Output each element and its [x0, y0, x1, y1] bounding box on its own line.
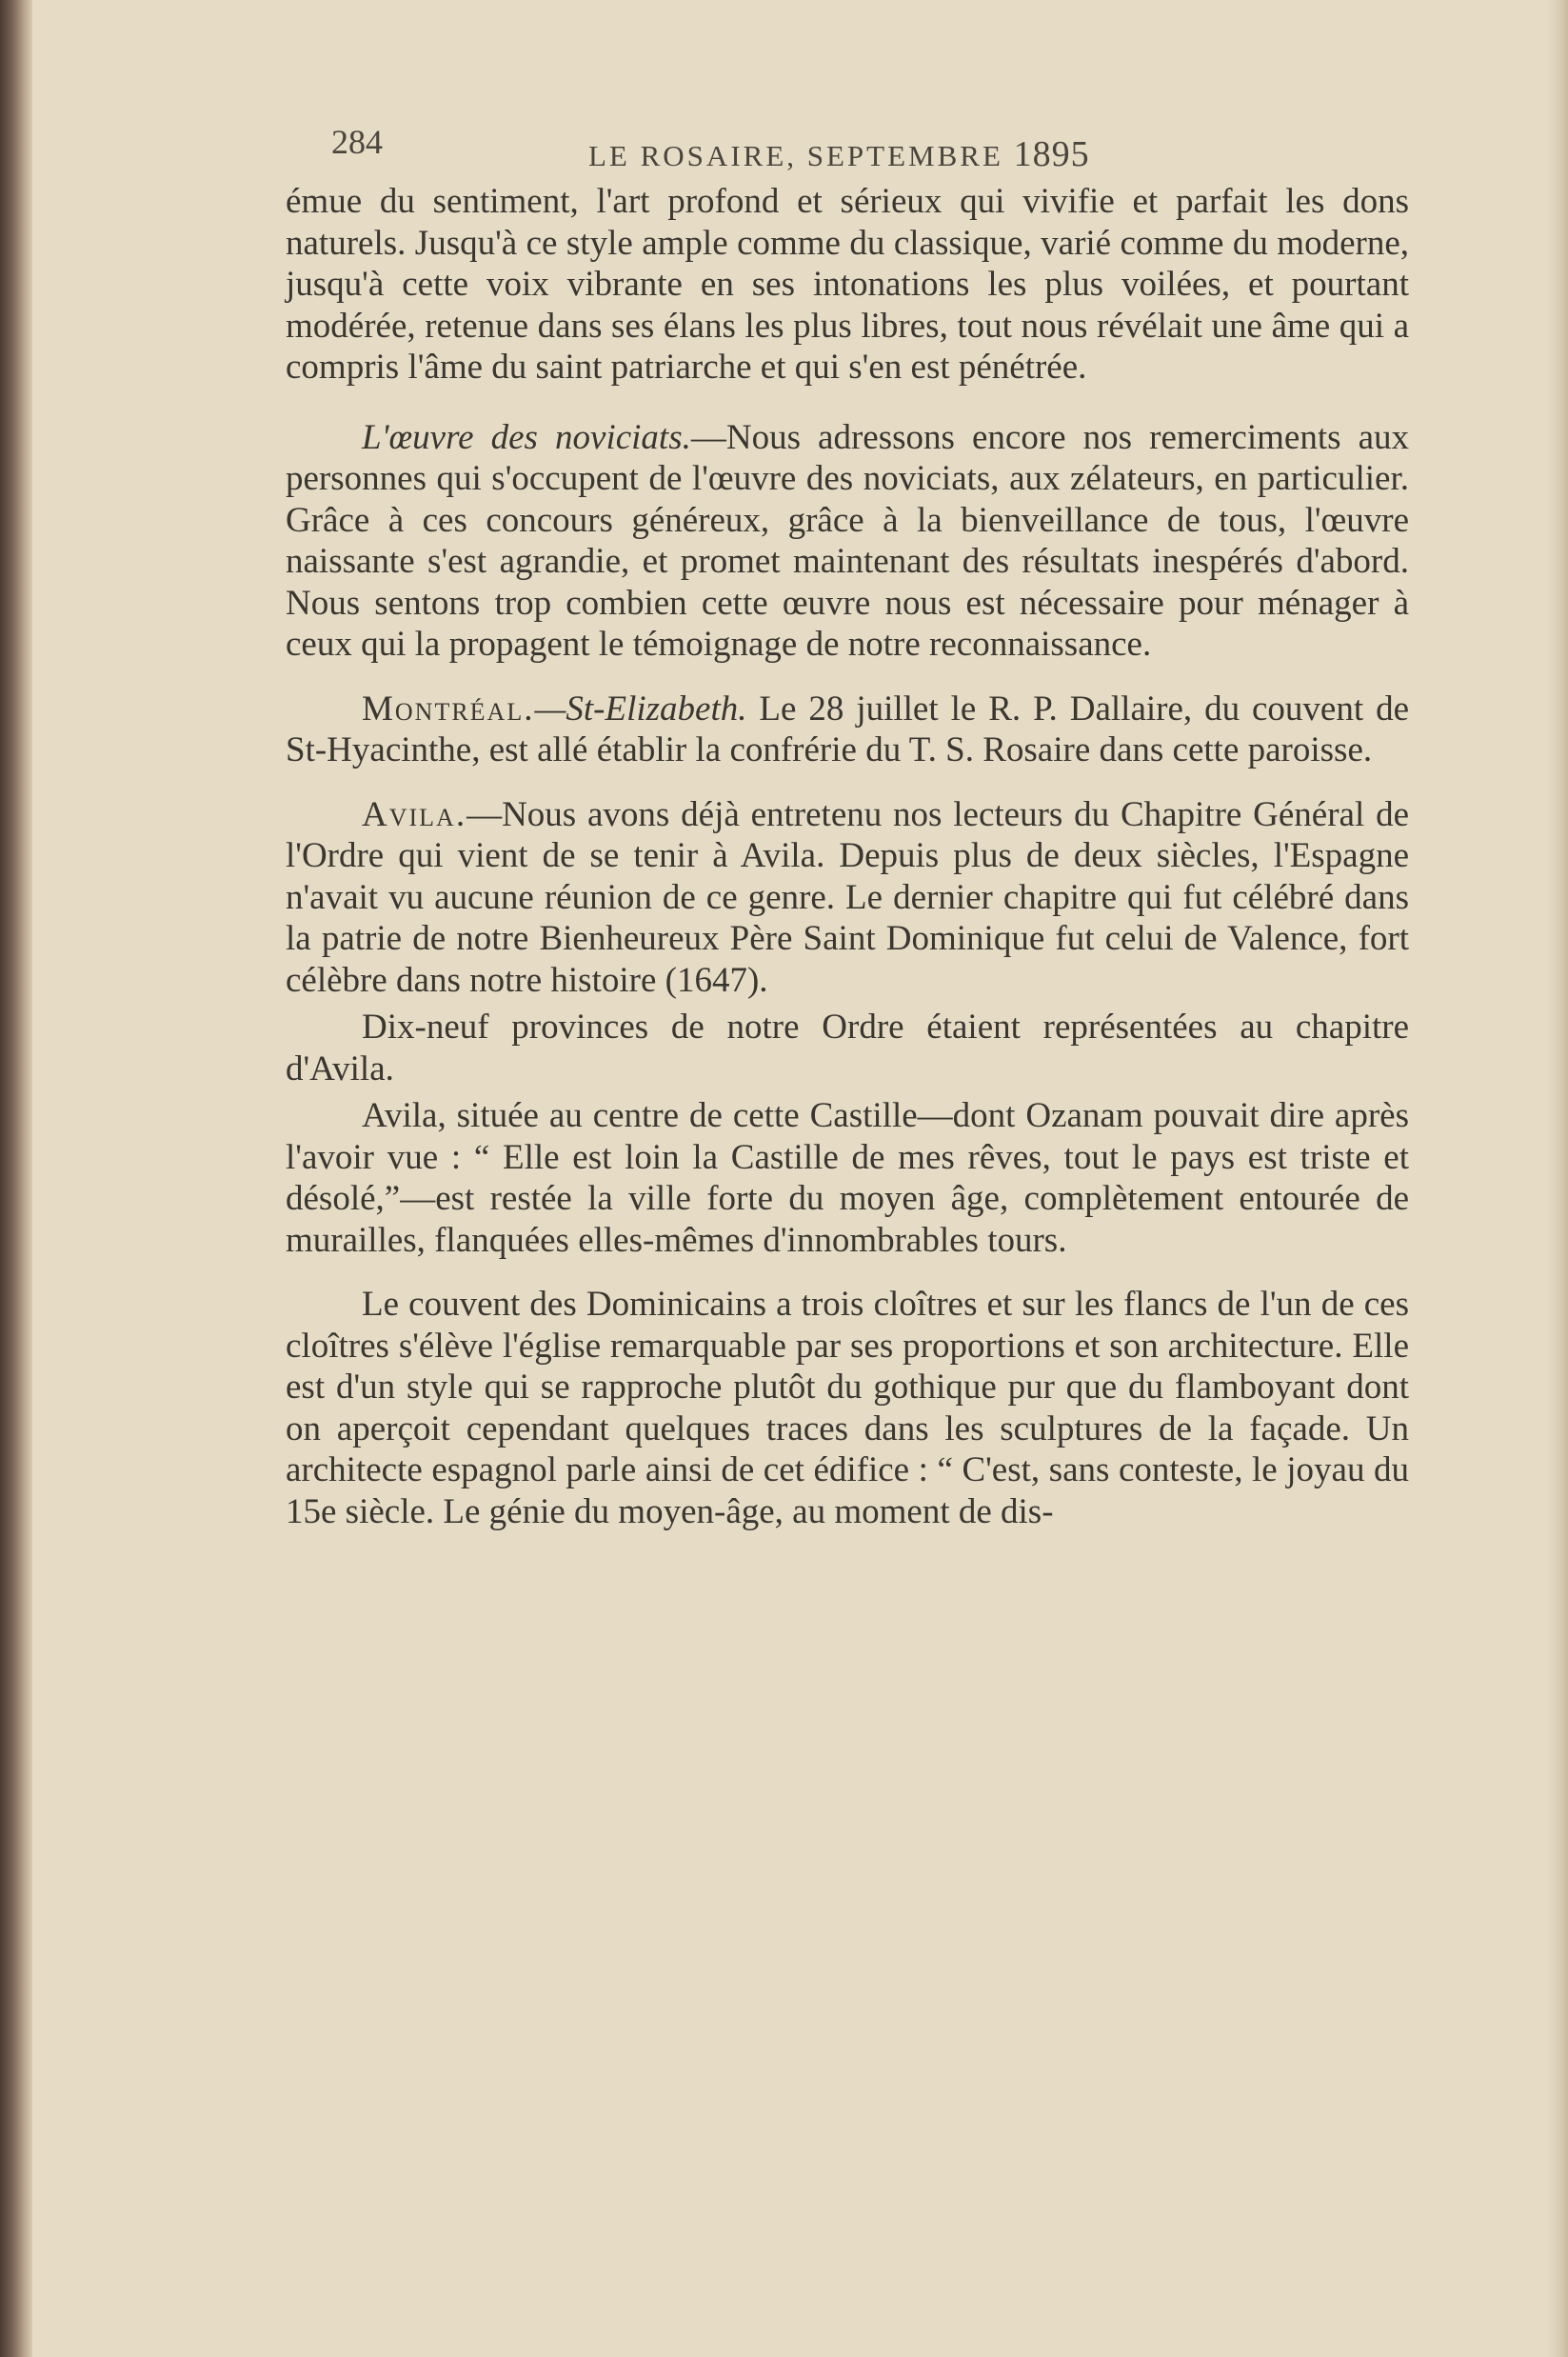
paragraph-avila	[286, 794, 1409, 1002]
page-edge-shadow	[1547, 0, 1568, 2357]
book-binding-edge	[0, 0, 32, 2357]
paragraph-couvent	[286, 1284, 1409, 1532]
paragraph-text: Le 28 juillet le R. P. Dallaire, du couvent de St-Hyacinthe, est allé établir la confrérie du T. S. Rosaire dans cette paroisse.	[286, 689, 1409, 769]
journal-title-text: LE ROSAIRE, SEPTEMBRE	[588, 139, 1003, 172]
page	[286, 105, 1409, 1555]
journal-title	[588, 133, 1090, 175]
section-lead-caps: Avila.	[362, 794, 467, 834]
paragraph-oeuvre-noviciats	[286, 417, 1409, 666]
paragraph-continuation	[286, 181, 1409, 389]
paragraph-text: émue du sentiment, l'art profond et sérieux qui vivifie et parfait les dons naturels. Jusqu'à ce style ample comme du classique, varié comme du moderne, jusqu'à cette voix vibrante en ses intonations les plus voilées, et pourtant modérée, retenue dans ses élans les plus libres, tout nous révélait une âme qui a compris l'âme du saint patriarche et qui s'en est pénétrée.	[286, 182, 1409, 387]
paragraph-provinces	[286, 1007, 1409, 1089]
section-lead-caps: Montréal.	[362, 689, 535, 729]
paragraph-text: Le couvent des Dominicains a trois cloîtres et sur les flancs de l'un de ces cloîtres s'élève l'église remarquable par ses proportions et son architecture. Elle est d'un style qui se rapproche plutôt du gothique pur que du flamboyant dont on aperçoit cependant quelques traces dans les sculptures de la façade. Un architecte espagnol parle ainsi de cet édifice : “ C'est, sans conteste, le joyau du 15e siècle. Le génie du moyen-âge, au moment de dis-	[286, 1285, 1409, 1531]
page-number: 284	[331, 123, 383, 161]
paragraph-text: —Nous adressons encore nos remerciments aux personnes qui s'occupent de l'œuvre des noviciats, aux zélateurs, en particulier. Grâce à ces concours généreux, grâce à la bienveillance de tous, l'œuvre naissante s'est agrandie, et promet maintenant des résultats inespérés d'abord. Nous sentons trop combien cette œuvre nous est nécessaire pour ménager à ceux qui la propagent le témoignage de notre reconnaissance.	[286, 417, 1409, 664]
paragraph-text: Dix-neuf provinces de notre Ordre étaient représentées au chapitre d'Avila.	[286, 1008, 1409, 1089]
running-head	[286, 105, 1409, 174]
journal-year: 1895	[1013, 134, 1090, 174]
section-lead-italic: —St-Elizabeth.	[534, 689, 747, 729]
paragraph-montreal	[286, 689, 1409, 771]
paragraph-avila-ville	[286, 1095, 1409, 1261]
paragraph-text: Avila, située au centre de cette Castille—dont Ozanam pouvait dire après l'avoir vue : “ Elle est loin la Castille de mes rêves, tout le pays est triste et désolé,”—est restée la ville forte du moyen âge, complètement entourée de murailles, flanquées elles-mêmes d'innombrables tours.	[286, 1096, 1409, 1260]
section-lead-italic: L'œuvre des noviciats.	[362, 417, 691, 457]
paragraph-text: —Nous avons déjà entretenu nos lecteurs du Chapitre Général de l'Ordre qui vient de se tenir à Avila. Depuis plus de deux siècles, l'Espagne n'avait vu aucune réunion de ce genre. Le dernier chapitre qui fut célébré dans la patrie de notre Bienheureux Père Saint Dominique fut celui de Valence, fort célèbre dans notre histoire (1647).	[286, 794, 1409, 1000]
body-text	[286, 181, 1409, 1532]
